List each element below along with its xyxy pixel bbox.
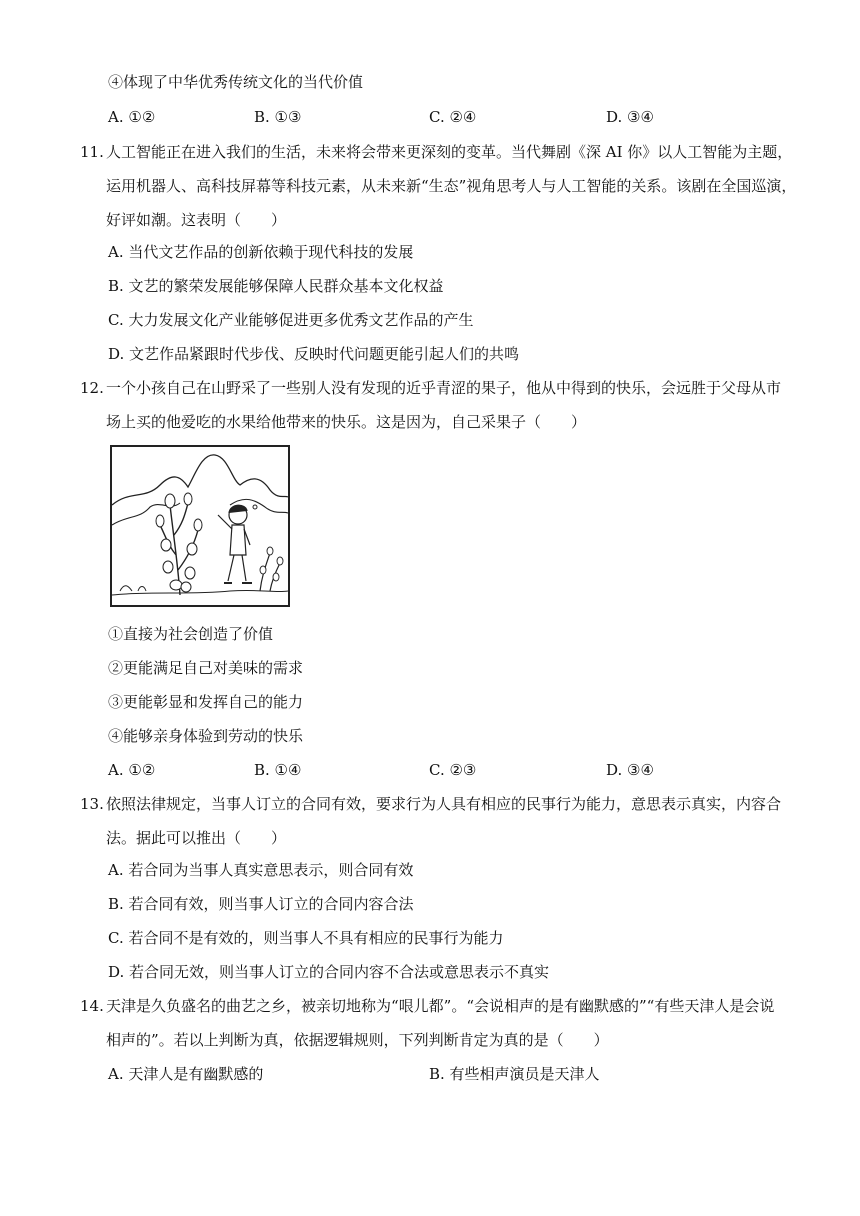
q14-option-a: A. 天津人是有幽默感的	[108, 1065, 264, 1083]
q12-statement-1: ①直接为社会创造了价值	[108, 625, 274, 643]
q13-option-d: D. 若合同无效，则当事人订立的合同内容不合法或意思表示不真实	[108, 963, 550, 981]
q12-option-c: C. ②③	[429, 761, 477, 779]
q12-stem-1: 一个小孩自己在山野采了一些别人没有发现的近乎青涩的果子，他从中得到的快乐，会远胜于父母从市	[106, 379, 782, 397]
q13-option-c: C. 若合同不是有效的，则当事人不具有相应的民事行为能力	[108, 929, 504, 947]
q14-number: 14.	[80, 997, 104, 1015]
q13-line-1	[80, 794, 781, 814]
q11-option-a: A. 当代文艺作品的创新依赖于现代科技的发展	[108, 243, 414, 261]
q10-statement-4: ④体现了中华优秀传统文化的当代价值	[108, 73, 364, 91]
q12-stem-2: 场上买的他爱吃的水果给他带来的快乐。这是因为，自己采果子（ ）	[106, 413, 587, 431]
q12-option-b: B. ①④	[254, 761, 302, 779]
q12-statement-2: ②更能满足自己对美味的需求	[108, 659, 304, 677]
q12-option-a: A. ①②	[108, 761, 156, 779]
q14-option-b: B. 有些相声演员是天津人	[429, 1065, 600, 1083]
q12-line-1	[80, 378, 781, 398]
q12-option-d: D. ③④	[606, 761, 654, 779]
boy-picking-fruit-illustration	[110, 445, 290, 607]
q11-stem-1: 人工智能正在进入我们的生活，未来将会带来更深刻的变革。当代舞剧《深 AI 你》以人工智能为主题，	[106, 143, 793, 161]
q13-stem-1: 依照法律规定，当事人订立的合同有效，要求行为人具有相应的民事行为能力，意思表示真实，内容合	[106, 795, 782, 813]
q14-stem-1: 天津是久负盛名的曲艺之乡，被亲切地称为“哏儿都”。“会说相声的是有幽默感的”“有些天津人是会说	[106, 997, 775, 1015]
q11-option-b: B. 文艺的繁荣发展能够保障人民群众基本文化权益	[108, 277, 444, 295]
q13-option-b: B. 若合同有效，则当事人订立的合同内容合法	[108, 895, 414, 913]
q10-option-a: A. ①②	[108, 108, 156, 126]
q10-option-d: D. ③④	[606, 108, 654, 126]
q11-number: 11.	[80, 143, 104, 161]
q10-option-b: B. ①③	[254, 108, 302, 126]
q11-line-1	[80, 142, 792, 162]
q11-stem-3: 好评如潮。这表明（ ）	[106, 211, 287, 229]
q12-number: 12.	[80, 379, 104, 397]
q10-option-c: C. ②④	[429, 108, 477, 126]
q12-statement-3: ③更能彰显和发挥自己的能力	[108, 693, 304, 711]
q13-number: 13.	[80, 795, 104, 813]
q13-stem-2: 法。据此可以推出（ ）	[106, 829, 287, 847]
q11-stem-2: 运用机器人、高科技屏幕等科技元素，从未来新“生态”视角思考人与人工智能的关系。该剧在全国巡演，	[106, 177, 797, 195]
q11-option-d: D. 文艺作品紧跟时代步伐、反映时代问题更能引起人们的共鸣	[108, 345, 520, 363]
q14-stem-2: 相声的”。若以上判断为真，依据逻辑规则，下列判断肯定为真的是（ ）	[106, 1031, 609, 1049]
q12-illustration	[110, 445, 290, 607]
q14-line-1	[80, 996, 774, 1016]
q13-option-a: A. 若合同为当事人真实意思表示，则合同有效	[108, 861, 414, 879]
q11-option-c: C. 大力发展文化产业能够促进更多优秀文艺作品的产生	[108, 311, 474, 329]
q12-statement-4: ④能够亲身体验到劳动的快乐	[108, 727, 304, 745]
